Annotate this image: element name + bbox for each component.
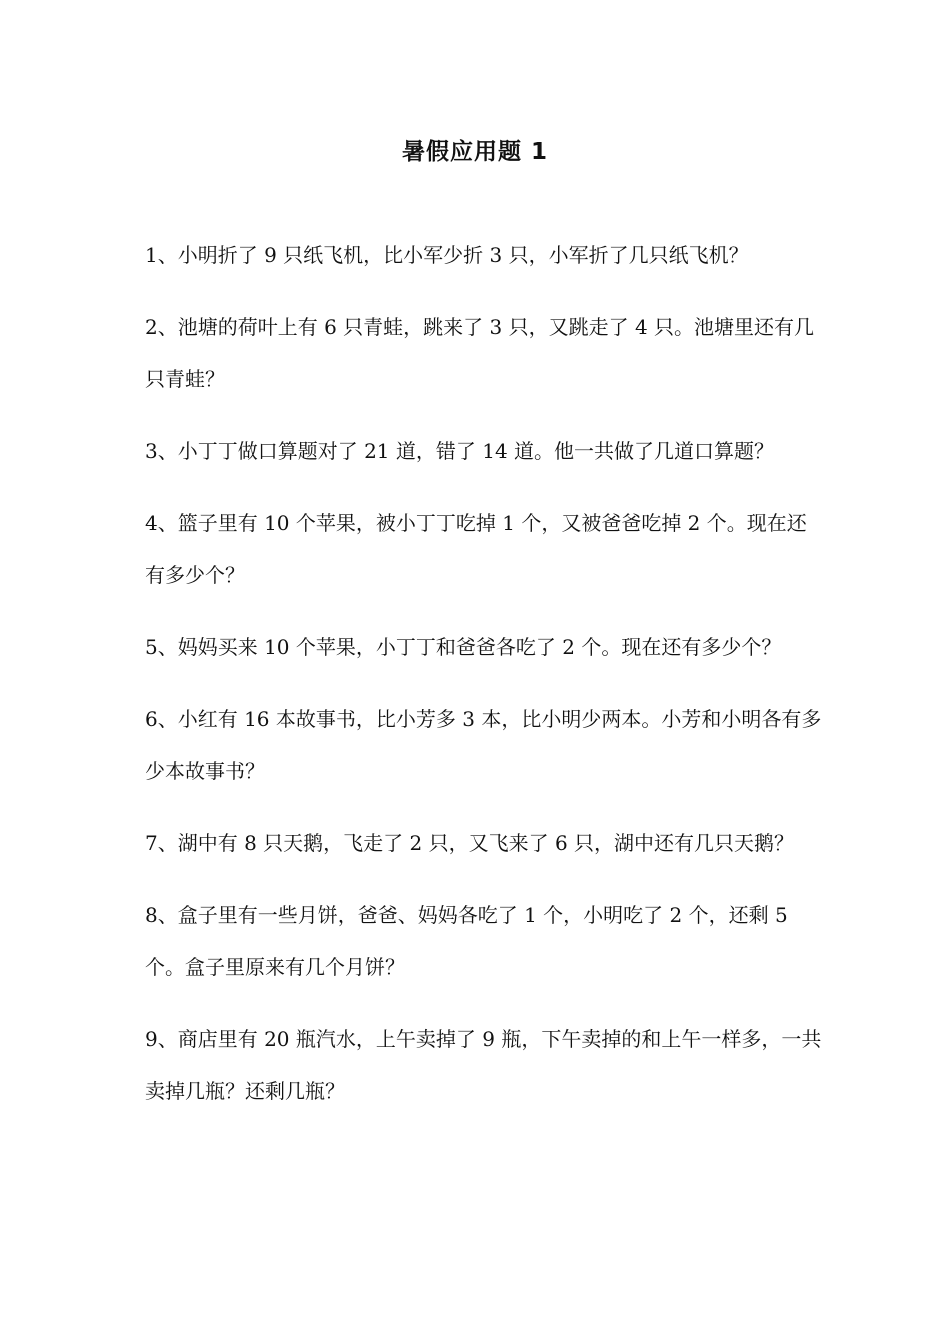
question-item: 7、湖中有 8 只天鹅，飞走了 2 只，又飞来了 6 只，湖中还有几只天鹅？ [145, 831, 795, 855]
question-item: 3、小丁丁做口算题对了 21 道，错了 14 道。他一共做了几道口算题？ [145, 439, 775, 463]
document-title: 暑假应用题 1 [401, 139, 548, 165]
question-item: 9、商店里有 20 瓶汽水，上午卖掉了 9 瓶，下午卖掉的和上午一样多，一共卖掉几瓶？还剩几瓶？ [145, 1027, 822, 1103]
question-item: 1、小明折了 9 只纸飞机，比小军少折 3 只，小军折了几只纸飞机？ [145, 243, 749, 267]
question-item: 8、盒子里有一些月饼，爸爸、妈妈各吃了 1 个，小明吃了 2 个，还剩 5 个。盒子里原来有几个月饼？ [145, 903, 788, 979]
question-item: 2、池塘的荷叶上有 6 只青蛙，跳来了 3 只，又跳走了 4 只。池塘里还有几只青蛙？ [145, 315, 815, 391]
question-list [145, 229, 825, 1117]
question-item: 5、妈妈买来 10 个苹果，小丁丁和爸爸各吃了 2 个。现在还有多少个？ [145, 635, 782, 659]
question-item: 6、小红有 16 本故事书，比小芳多 3 本，比小明少两本。小芳和小明各有多少本故事书？ [145, 707, 822, 783]
question-item: 4、篮子里有 10 个苹果，被小丁丁吃掉 1 个，又被爸爸吃掉 2 个。现在还有多少个？ [145, 511, 807, 587]
